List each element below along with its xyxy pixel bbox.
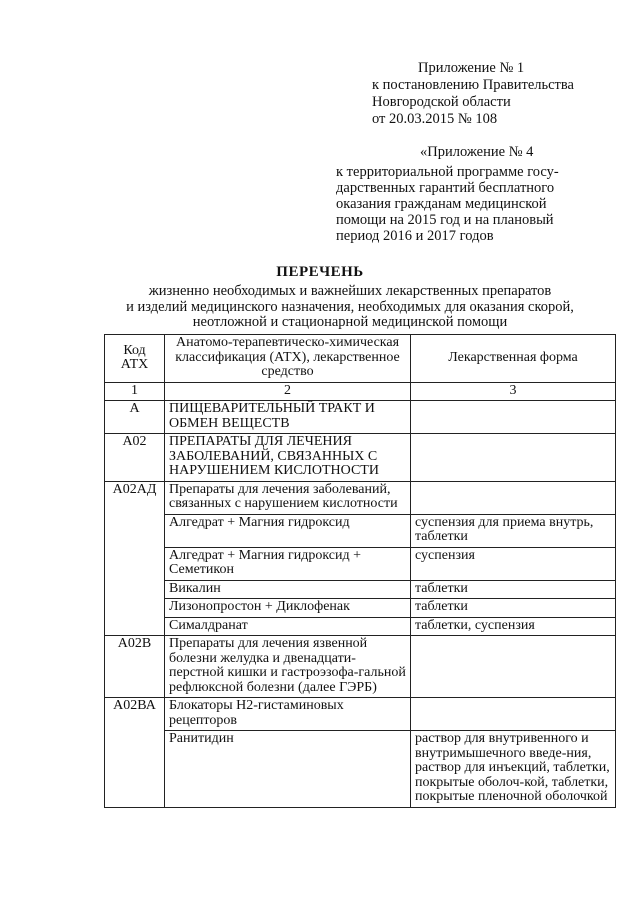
table-row [105, 547, 616, 580]
classification-name: ПРЕПАРАТЫ ДЛЯ ЛЕЧЕНИЯ ЗАБОЛЕВАНИЙ, СВЯЗАННЫХ С НАРУШЕНИЕМ КИСЛОТНОСТИ [165, 434, 411, 482]
appendix-1-title: Приложение № 1 [418, 60, 525, 76]
appendix-1-block [372, 60, 574, 128]
table-row [105, 580, 616, 599]
column-number: 2 [165, 383, 411, 401]
table-row [105, 401, 616, 434]
table-row [105, 731, 616, 808]
subtitle-line: жизненно необходимых и важнейших лекарственных препаратов [148, 283, 552, 299]
subtitle-line: и изделий медицинского назначения, необходимых для оказания скорой, [126, 298, 574, 315]
dosage-form [411, 698, 616, 731]
appendix-1-line: Новгородской области [372, 94, 511, 110]
drug-name: Сималдранат [165, 617, 411, 636]
appendix-4-block [336, 144, 559, 244]
drug-name: Алгедрат + Магния гидроксид [165, 514, 411, 547]
header-form: Лекарственная форма [411, 335, 616, 383]
dosage-form [411, 401, 616, 434]
column-number: 3 [411, 383, 616, 401]
column-number: 1 [105, 383, 165, 401]
appendix-4-line: период 2016 и 2017 годов [336, 228, 494, 244]
table-row [105, 599, 616, 618]
dosage-form: таблетки [411, 580, 616, 599]
appendix-4-line: оказания гражданам медицинской [336, 196, 547, 212]
table-row [105, 434, 616, 482]
atc-code: А [105, 401, 165, 434]
appendix-4-title: «Приложение № 4 [420, 144, 534, 160]
appendix-4-line: к территориальной программе госу- [336, 164, 559, 180]
drug-name: Алгедрат + Магния гидроксид + Семетикон [165, 547, 411, 580]
header-classification: Анатомо-терапевтическо-химическая классификация (АТХ), лекарственное средство [165, 335, 411, 383]
dosage-form [411, 434, 616, 482]
dosage-form: раствор для внутривенного и внутримышечного введе-ния, раствор для инъекций, таблетки, покрытые оболоч-кой, таблетки, покрытые пленочной оболочкой [411, 731, 616, 808]
subtitle-line: неотложной и стационарной медицинской помощи [192, 314, 508, 330]
dosage-form: суспензия для приема внутрь, таблетки [411, 514, 616, 547]
table-row [105, 617, 616, 636]
appendix-4-line: дарственных гарантий бесплатного [336, 180, 555, 196]
appendix-1-line: от 20.03.2015 № 108 [372, 111, 498, 127]
classification-name: Препараты для лечения язвенной болезни желудка и двенадцати-перстной кишки и гастроэзофа-гальной рефлюксной болезни (далее ГЭРБ) [165, 636, 411, 698]
dosage-form: таблетки [411, 599, 616, 618]
classification-name: Препараты для лечения заболеваний, связанных с нарушением кислотности [165, 481, 411, 514]
dosage-form: таблетки, суспензия [411, 617, 616, 636]
dosage-form [411, 481, 616, 514]
drug-name: Лизонопростон + Диклофенак [165, 599, 411, 618]
table-row [105, 698, 616, 731]
atc-code: А02В [105, 636, 165, 698]
dosage-form [411, 636, 616, 698]
drug-name: Ранитидин [165, 731, 411, 808]
table-row [105, 481, 616, 514]
classification-name: Блокаторы Н2-гистаминовых рецепторов [165, 698, 411, 731]
table-header-row [105, 335, 616, 383]
atc-code: А02ВА [105, 698, 165, 808]
dosage-form: суспензия [411, 547, 616, 580]
table-row [105, 636, 616, 698]
table-row [105, 514, 616, 547]
atc-code: А02 [105, 434, 165, 482]
document-title: ПЕРЕЧЕНЬ [276, 264, 364, 280]
document-subtitle [100, 284, 600, 331]
atc-code: А02АД [105, 481, 165, 636]
column-number-row [105, 383, 616, 401]
appendix-1-line: к постановлению Правительства [372, 77, 574, 93]
drug-name: Викалин [165, 580, 411, 599]
classification-name: ПИЩЕВАРИТЕЛЬНЫЙ ТРАКТ И ОБМЕН ВЕЩЕСТВ [165, 401, 411, 434]
drug-list-table [104, 334, 616, 808]
appendix-4-line: помощи на 2015 год и на плановый [336, 212, 554, 228]
header-code: Код АТХ [105, 335, 165, 383]
